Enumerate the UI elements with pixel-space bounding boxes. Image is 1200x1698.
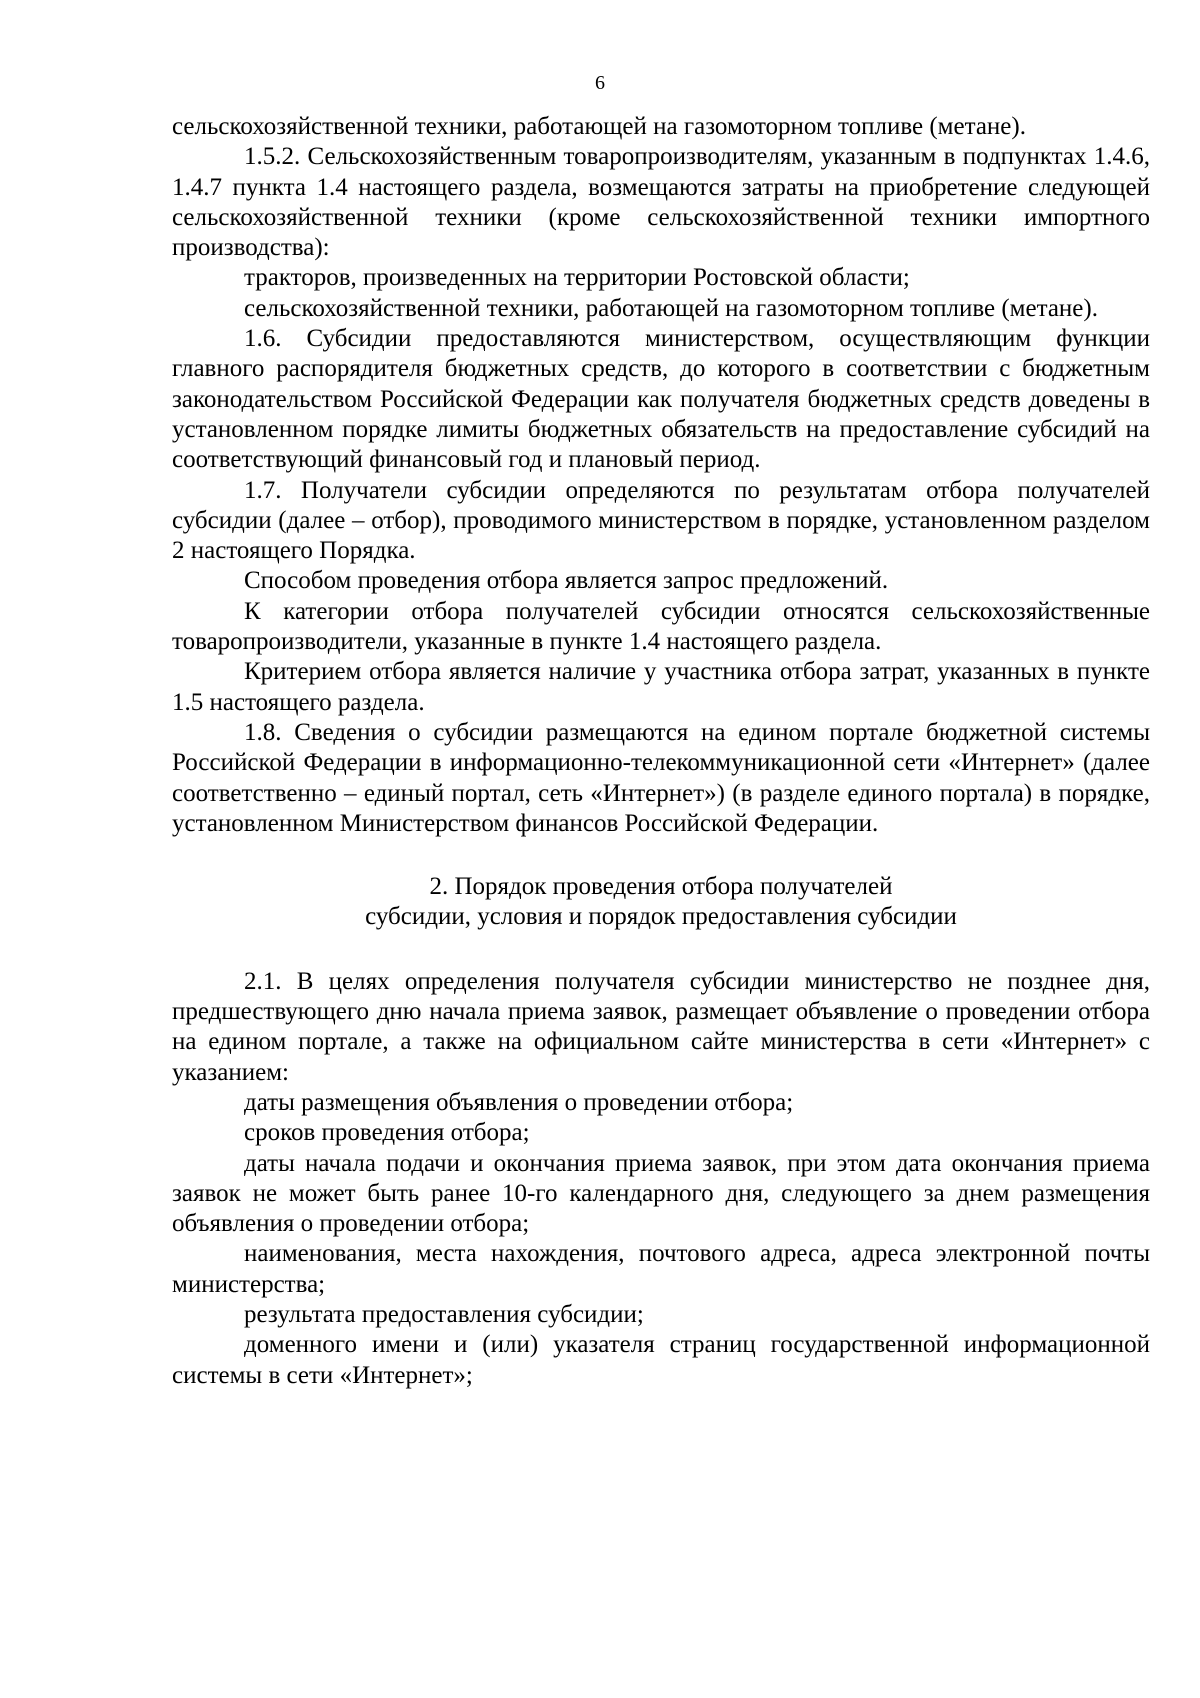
paragraph: 1.5.2. Сельскохозяйственным товаропроизводителям, указанным в подпунктах 1.4.6, 1.4.7 пункта 1.4 настоящего раздела, возмещаются затраты на приобретение следующей сельскохозяйственной техники (кроме сельскохозяйственной техники импортного производства): (172, 143, 1150, 262)
document-body (172, 112, 1150, 1391)
paragraph: Способом проведения отбора является запрос предложений. (244, 567, 889, 595)
paragraph: результата предоставления субсидии; (244, 1300, 644, 1328)
section-heading-line: 2. Порядок проведения отбора получателей (429, 873, 893, 901)
paragraph: доменного имени и (или) указателя страниц государственной информационной системы в сети «Интернет»; (172, 1331, 1150, 1389)
paragraph: сельскохозяйственной техники, работающей на газомоторном топливе (метане). (244, 294, 1098, 322)
paragraph: сроков проведения отбора; (244, 1119, 530, 1147)
section-heading-line: субсидии, условия и порядок предоставления субсидии (365, 903, 957, 931)
paragraph: сельскохозяйственной техники, работающей на газомоторном топливе (метане). (172, 113, 1026, 140)
paragraph: 1.8. Сведения о субсидии размещаются на едином портале бюджетной системы Российской Федерации в информационно-телекоммуникационной сети «Интернет» (далее соответственно – единый портал, сеть «Интернет») (в разделе единого портала) в порядке, установленном Министерством финансов Российской Федерации. (172, 718, 1150, 837)
paragraph: 1.7. Получатели субсидии определяются по результатам отбора получателей субсидии (далее – отбор), проводимого министерством в порядке, установленном разделом 2 настоящего Порядка. (172, 476, 1150, 565)
paragraph: 2.1. В целях определения получателя субсидии министерство не позднее дня, предшествующего дню начала приема заявок, размещает объявление о проведении отбора на едином портале, а также на официальном сайте министерства в сети «Интернет» с указанием: (172, 967, 1150, 1086)
paragraph: тракторов, произведенных на территории Ростовской области; (244, 264, 910, 292)
paragraph: наименования, места нахождения, почтового адреса, адреса электронной почты министерства; (172, 1240, 1150, 1298)
paragraph: даты начала подачи и окончания приема заявок, при этом дата окончания приема заявок не может быть ранее 10-го календарного дня, следующего за днем размещения объявления о проведении отбора; (172, 1149, 1150, 1238)
page-number: 6 (595, 72, 605, 94)
paragraph: К категории отбора получателей субсидии относятся сельскохозяйственные товаропроизводители, указанные в пункте 1.4 настоящего раздела. (172, 597, 1150, 656)
section-heading (172, 872, 1150, 933)
paragraph: 1.6. Субсидии предоставляются министерством, осуществляющим функции главного распорядителя бюджетных средств, до которого в соответствии с бюджетным законодательством Российской Федерации как получателя бюджетных средств доведены в установленном порядке лимиты бюджетных обязательств на предоставление субсидий на соответствующий финансовый год и плановый период. (172, 325, 1150, 474)
paragraph: даты размещения объявления о проведении отбора; (244, 1088, 794, 1116)
paragraph: Критерием отбора является наличие у участника отбора затрат, указанных в пункте 1.5 настоящего раздела. (172, 658, 1150, 716)
